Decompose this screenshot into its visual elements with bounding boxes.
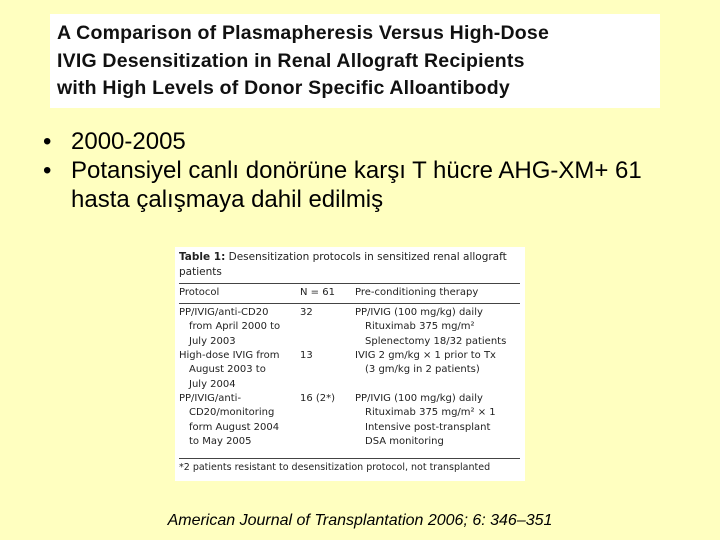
header-therapy: Pre-conditioning therapy xyxy=(355,287,479,298)
title-line-1: A Comparison of Plasmapheresis Versus High-Dose xyxy=(57,22,549,44)
table-rule-header xyxy=(179,303,520,304)
row3-n: 16 (2*) xyxy=(300,393,336,404)
protocol-table xyxy=(175,247,525,481)
cell-line: from April 2000 to xyxy=(189,321,281,333)
citation: American Journal of Transplantation 2006; 6: 346–351 xyxy=(167,512,553,529)
bullet-text: 2000-2005 xyxy=(71,128,186,155)
cell-line: CD20/monitoring xyxy=(189,407,275,419)
row1-therapy xyxy=(355,306,506,349)
cell-line: DSA monitoring xyxy=(365,435,444,447)
cell-line: to May 2005 xyxy=(189,435,252,447)
header-n: N = 61 xyxy=(300,287,335,298)
cell-line: (3 gm/kg in 2 patients) xyxy=(365,364,480,376)
table-rule-top xyxy=(179,283,520,284)
header-protocol: Protocol xyxy=(179,287,220,298)
bullet-text: Potansiyel canlı donörüne karşı T hücre AHG-XM+ 61 hasta çalışmaya dahil edilmiş xyxy=(71,157,642,213)
row2-therapy xyxy=(355,349,496,378)
table-caption-text: Desensitization protocols in sensitized renal allograft patients xyxy=(179,251,507,278)
row1-protocol xyxy=(179,306,280,349)
bullet-item xyxy=(43,127,693,156)
cell-line: August 2003 to xyxy=(189,364,266,376)
row2-n: 13 xyxy=(300,350,313,361)
title-line-3: with High Levels of Donor Specific Alloantibody xyxy=(57,77,510,99)
row3-therapy xyxy=(355,392,496,449)
cell-line: PP/IVIG/anti- xyxy=(179,393,242,404)
cell-line: High-dose IVIG from xyxy=(179,350,280,361)
cell-line: PP/IVIG (100 mg/kg) daily xyxy=(355,393,483,404)
table-caption-label: Table 1: xyxy=(179,251,226,263)
cell-line: Rituximab 375 mg/m² × 1 xyxy=(365,407,496,419)
bullet-marker: • xyxy=(43,157,52,184)
cell-line: Splenectomy 18/32 patients xyxy=(365,335,507,347)
cell-line: IVIG 2 gm/kg × 1 prior to Tx xyxy=(355,350,496,361)
title-box xyxy=(50,14,660,108)
table-caption xyxy=(179,250,521,280)
cell-line: Intensive post-transplant xyxy=(365,421,491,433)
table-footnote: *2 patients resistant to desensitization protocol, not transplanted xyxy=(179,462,491,473)
cell-line: PP/IVIG (100 mg/kg) daily xyxy=(355,307,483,318)
row3-protocol xyxy=(179,392,279,449)
bullet-item xyxy=(43,156,693,214)
bullet-list xyxy=(43,127,693,214)
cell-line: July 2003 xyxy=(189,335,236,347)
bullet-marker: • xyxy=(43,128,52,155)
title-line-2: IVIG Desensitization in Renal Allograft Recipients xyxy=(57,49,525,72)
cell-line: July 2004 xyxy=(189,378,236,390)
cell-line: Rituximab 375 mg/m² xyxy=(365,321,475,333)
row2-protocol xyxy=(179,349,280,392)
cell-line: form August 2004 xyxy=(189,421,280,433)
cell-line: PP/IVIG/anti-CD20 xyxy=(179,307,269,318)
table-rule-bottom xyxy=(179,458,520,459)
row1-n: 32 xyxy=(300,307,313,318)
